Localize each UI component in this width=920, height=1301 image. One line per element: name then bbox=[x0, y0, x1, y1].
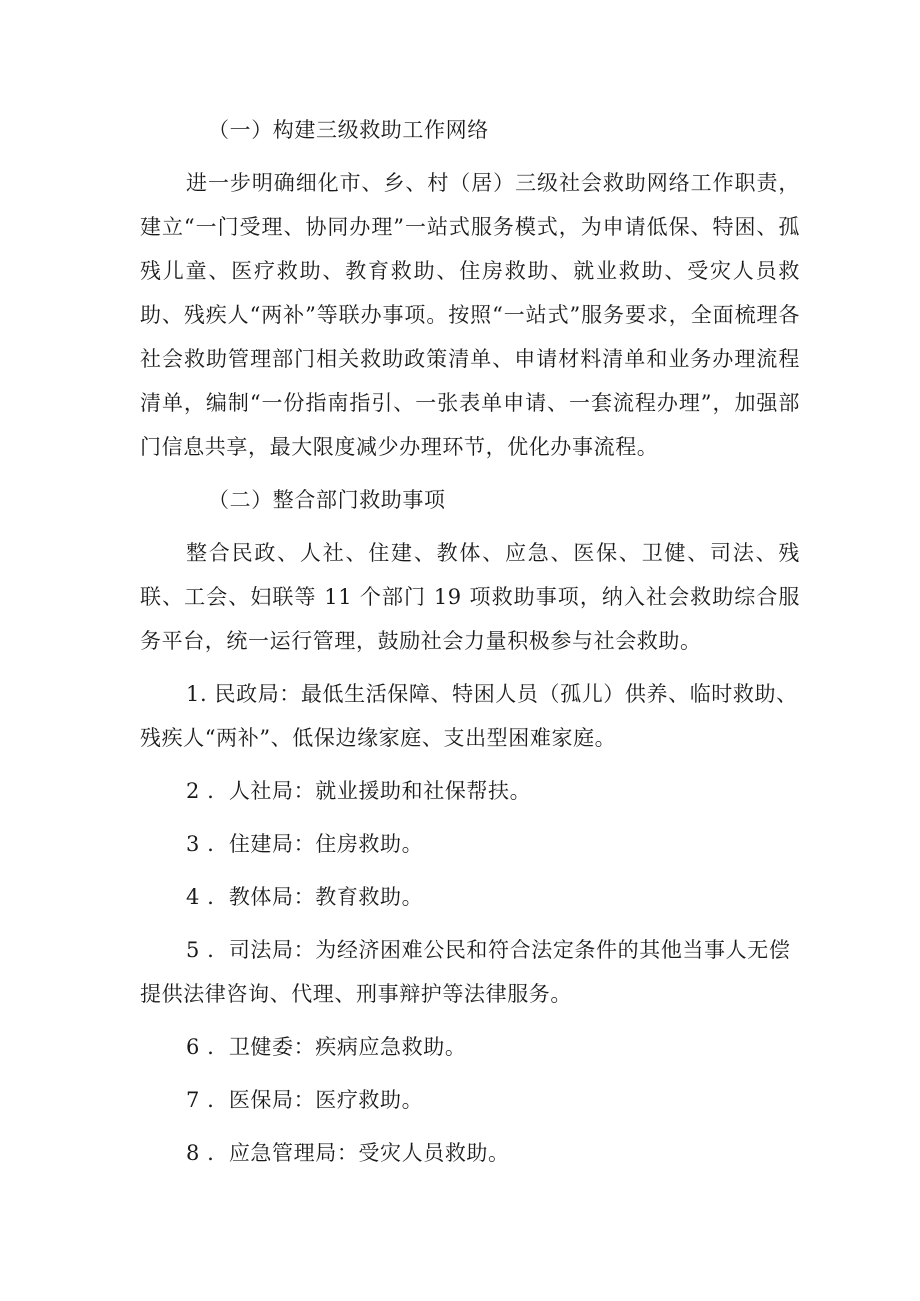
list-item: 1. 民政局：最低生活保障、特困人员（孤儿）供养、临时救助、残疾人“两补”、低保边缘家庭、支出型困难家庭。 bbox=[140, 682, 798, 750]
section-heading-2: （二）整合部门救助事项 bbox=[208, 488, 446, 512]
list-item: 7 ．医保局：医疗救助。 bbox=[186, 1088, 424, 1112]
section-paragraph-1: 进一步明确细化市、乡、村（居）三级社会救助网络工作职责，建立“一门受理、协同办理”一站式服务模式，为申请低保、特困、孤残儿童、医疗救助、教育救助、住房救助、就业救助、受灾人员救助、残疾人“两补”等联办事项。按照“一站式”服务要求，全面梳理各社会救助管理部门相关救助政策清单、申请材料清单和业务办理流程清单，编制“一份指南指引、一张表单申请、一套流程办理”，加强部门信息共享，最大限度减少办理环节，优化办事流程。 bbox=[140, 171, 800, 459]
list-item: 8 ．应急管理局：受灾人员救助。 bbox=[186, 1141, 510, 1165]
section-paragraph-2: 整合民政、人社、住建、教体、应急、医保、卫健、司法、残联、工会、妇联等 11 个部门 19 项救助事项，纳入社会救助综合服务平台，统一运行管理，鼓励社会力量积极参与社会救助。 bbox=[140, 541, 800, 653]
document-body bbox=[140, 108, 800, 1184]
list-item: 3 ．住建局：住房救助。 bbox=[186, 832, 424, 856]
list-item: 5 ．司法局：为经济困难公民和符合法定条件的其他当事人无偿提供法律咨询、代理、刑事辩护等法律服务。 bbox=[140, 938, 791, 1006]
list-item: 2 ．人社局：就业援助和社保帮扶。 bbox=[186, 779, 532, 803]
list-item: 4 ．教体局：教育救助。 bbox=[186, 885, 424, 909]
list-item: 6 ．卫健委：疾病应急救助。 bbox=[186, 1035, 467, 1059]
section-heading-1: （一）构建三级救助工作网络 bbox=[208, 118, 489, 142]
